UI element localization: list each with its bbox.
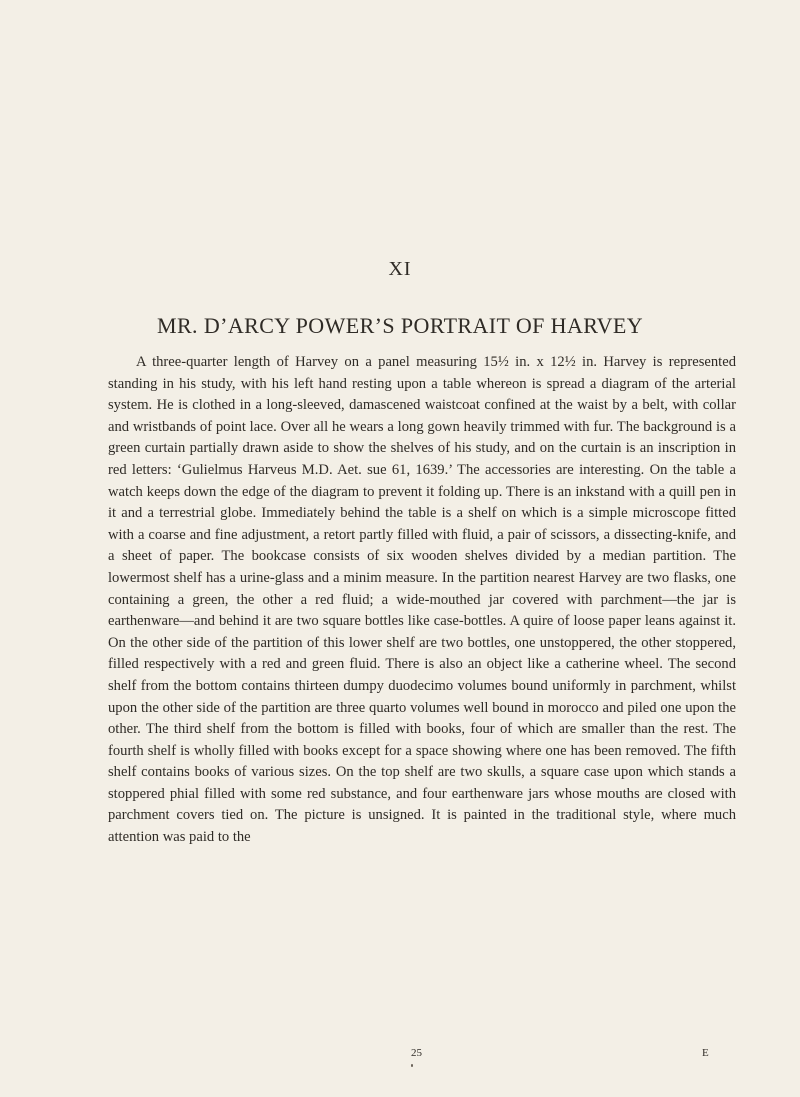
- chapter-title: MR. D’ARCY POWER’S PORTRAIT OF HARVEY: [157, 313, 643, 338]
- chapter-number: XI: [388, 258, 412, 280]
- signature-mark: E: [702, 1047, 709, 1059]
- page-number: 25: [411, 1047, 422, 1059]
- ink-speck: [411, 1064, 413, 1067]
- body-paragraph: A three-quarter length of Harvey on a panel measuring 15½ in. x 12½ in. Harvey is represented standing in his study, with his left hand resting upon a table whereon is spread a diagram of the arterial system. He is clothed in a long-sleeved, damascened waistcoat confined at the waist by a belt, with collar and wristbands of point lace. Over all he wears a long gown heavily trimmed with fur. The background is a green curtain partially drawn aside to show the shelves of his study, and on the curtain is an inscription in red letters: ‘Gulielmus Harveus M.D. Aet. sue 61, 1639.’ The accessories are interesting. On the table a watch keeps down the edge of the diagram to prevent it folding up. There is an inkstand with a quill pen in it and a terrestrial globe. Immediately behind the table is a shelf on which is a simple microscope fitted with a coarse and fine adjustment, a retort partly filled with fluid, a pair of scissors, a dissecting-knife, and a sheet of paper. The bookcase consists of six wooden shelves divided by a median partition. The lowermost shelf has a urine-glass and a minim measure. In the partition nearest Harvey are two flasks, one containing a green, the other a red fluid; a wide-mouthed jar covered with parchment—the jar is earthenware—and behind it are two square bottles like case-bottles. A quire of loose paper leans against it. On the other side of the partition of this lower shelf are two bottles, one unstoppered, the other stoppered, filled respectively with a red and green fluid. There is also an object like a catherine wheel. The second shelf from the bottom contains thirteen dumpy duodecimo volumes bound uniformly in parchment, whilst upon the other side of the partition are three quarto volumes well bound in morocco and piled one upon the other. The third shelf from the bottom is filled with books, four of which are smaller than the rest. The fourth shelf is wholly filled with books except for a space showing where one has been removed. The fifth shelf contains books of various sizes. On the top shelf are two skulls, a square case upon which stands a stoppered phial filled with some red substance, and four earthenware jars whose mouths are closed with parchment covers tied on. The picture is unsigned. It is painted in the traditional style, where much attention was paid to the: [108, 354, 736, 846]
